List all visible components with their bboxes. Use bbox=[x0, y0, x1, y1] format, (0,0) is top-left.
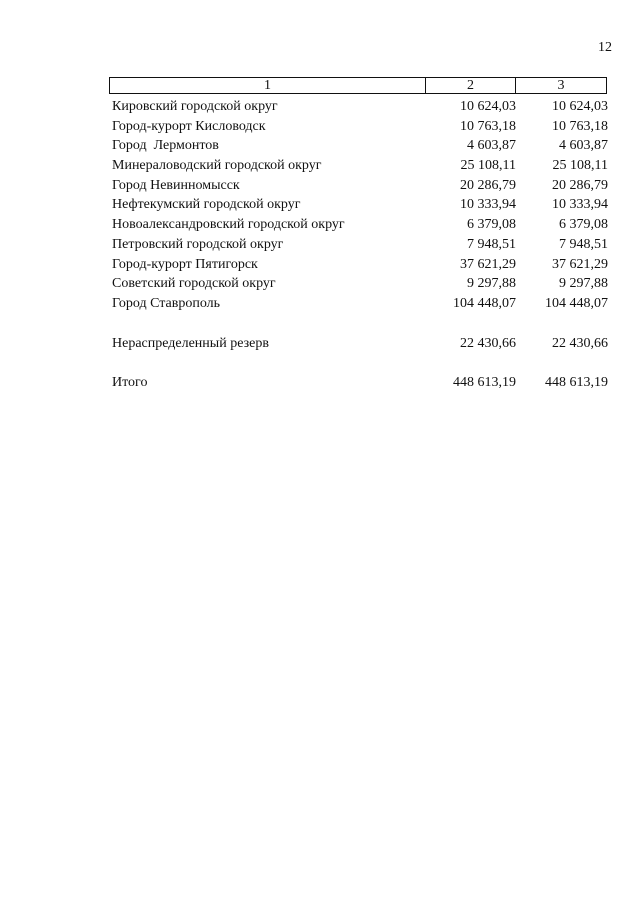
row-value-col3: 4 603,87 bbox=[559, 138, 608, 154]
row-value-col3: 10 763,18 bbox=[552, 118, 608, 134]
column-header-2: 2 bbox=[426, 78, 516, 93]
row-value-col3: 37 621,29 bbox=[552, 256, 608, 272]
row-name: Нефтекумский городской округ bbox=[112, 197, 301, 213]
table-row bbox=[112, 195, 608, 215]
table-row bbox=[112, 274, 608, 294]
row-value-col2: 6 379,08 bbox=[467, 217, 516, 233]
row-name: Кировский городской округ bbox=[112, 99, 278, 114]
row-value-col2: 4 603,87 bbox=[467, 138, 516, 154]
row-name: Город Невинномысск bbox=[112, 177, 240, 193]
reserve-value-col2: 22 430,66 bbox=[460, 336, 516, 351]
row-name: Новоалександровский городской округ bbox=[112, 217, 345, 233]
total-value-col3: 448 613,19 bbox=[545, 375, 608, 390]
reserve-label: Нераспределенный резерв bbox=[112, 336, 269, 351]
table-row bbox=[112, 255, 608, 275]
row-value-col3: 25 108,11 bbox=[552, 158, 608, 174]
row-value-col2: 25 108,11 bbox=[460, 158, 516, 174]
table-row bbox=[112, 156, 608, 176]
column-header-1: 1 bbox=[110, 78, 426, 93]
row-value-col3: 104 448,07 bbox=[545, 295, 608, 311]
table-row bbox=[112, 176, 608, 196]
row-value-col3: 6 379,08 bbox=[559, 217, 608, 233]
total-row bbox=[112, 373, 608, 393]
table-row bbox=[112, 235, 608, 255]
table-row bbox=[112, 117, 608, 137]
table-row bbox=[112, 215, 608, 235]
row-name: Минераловодский городской округ bbox=[112, 158, 322, 174]
row-value-col3: 20 286,79 bbox=[552, 177, 608, 193]
row-value-col3: 10 333,94 bbox=[552, 197, 608, 213]
table-header bbox=[109, 77, 607, 94]
row-value-col2: 10 763,18 bbox=[460, 118, 516, 134]
row-value-col2: 37 621,29 bbox=[460, 256, 516, 272]
column-header-3: 3 bbox=[557, 78, 565, 93]
row-name: Город-курорт Кисловодск bbox=[112, 118, 266, 134]
row-name: Город Ставрополь bbox=[112, 295, 221, 311]
row-value-col2: 10 624,03 bbox=[460, 99, 516, 114]
table-row bbox=[112, 97, 608, 117]
total-label: Итого bbox=[112, 375, 148, 390]
table-row bbox=[112, 294, 608, 314]
row-value-col2: 10 333,94 bbox=[460, 197, 516, 213]
row-name: Город Лермонтов bbox=[112, 138, 219, 154]
row-value-col2: 104 448,07 bbox=[453, 295, 516, 311]
row-name: Советский городской округ bbox=[112, 276, 276, 292]
page-number: 12 bbox=[598, 40, 612, 55]
row-value-col3: 9 297,88 bbox=[559, 276, 608, 292]
row-value-col2: 7 948,51 bbox=[467, 236, 516, 252]
row-name: Город-курорт Пятигорск bbox=[112, 256, 258, 272]
row-value-col2: 9 297,88 bbox=[467, 276, 516, 292]
row-value-col2: 20 286,79 bbox=[460, 177, 516, 193]
table-row bbox=[112, 136, 608, 156]
row-name: Петровский городской округ bbox=[112, 236, 284, 252]
row-value-col3: 10 624,03 bbox=[552, 99, 608, 114]
reserve-value-col3: 22 430,66 bbox=[552, 336, 608, 351]
reserve-row bbox=[112, 334, 608, 354]
row-value-col3: 7 948,51 bbox=[559, 236, 608, 252]
table-body bbox=[112, 97, 608, 314]
total-value-col2: 448 613,19 bbox=[453, 375, 516, 390]
